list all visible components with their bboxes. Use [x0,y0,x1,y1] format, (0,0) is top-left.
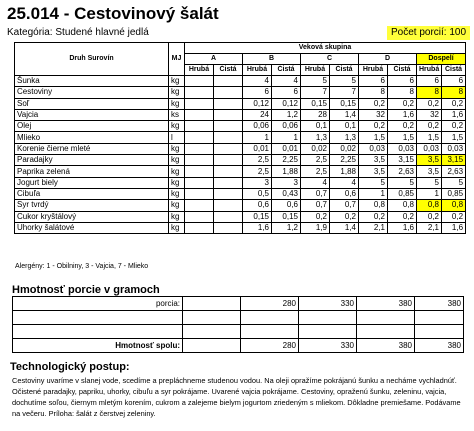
ingredient-unit: kg [169,211,185,222]
quantity-cell: 7 [301,87,330,98]
quantity-cell: 0,15 [301,98,330,109]
quantity-cell: 0,03 [442,143,466,154]
group-d-header: D [359,54,417,65]
portion-weight-table [12,296,464,353]
quantity-cell: 0,2 [359,98,388,109]
recipe-title: 25.014 - Cestovinový šalát [7,4,219,23]
quantity-cell [214,98,243,109]
ingredient-row [15,76,466,87]
ingredient-row [15,87,466,98]
empty-row [13,325,464,339]
quantity-cell: 28 [301,109,330,120]
total-cell [183,339,241,353]
ingredient-unit: kg [169,98,185,109]
quantity-cell: 0,2 [417,121,442,132]
quantity-cell: 8 [417,87,442,98]
ingredient-name: Cibuľa [15,188,169,199]
quantity-cell [185,200,214,211]
quantity-cell: 3 [272,177,301,188]
quantity-cell [214,177,243,188]
quantity-cell: 3,15 [388,155,417,166]
quantity-cell: 8 [442,87,466,98]
quantity-cell: 0,2 [330,211,359,222]
ingredient-unit: kg [169,222,185,233]
quantity-cell: 0,8 [388,200,417,211]
quantity-cell: 0,15 [272,211,301,222]
ingredient-unit: kg [169,155,185,166]
quantity-cell: 0,8 [359,200,388,211]
net-header: Čistá [214,65,243,76]
quantity-cell: 1,5 [442,132,466,143]
ingredient-unit: kg [169,177,185,188]
quantity-cell: 1 [272,132,301,143]
quantity-cell: 0,12 [272,98,301,109]
quantity-cell: 0,2 [388,121,417,132]
quantity-cell: 1,4 [330,109,359,120]
quantity-cell [214,222,243,233]
quantity-cell: 6 [272,87,301,98]
ingredient-row [15,188,466,199]
ingredient-unit: kg [169,121,185,132]
portion-count-badge: Počet porcií: 100 [387,26,470,40]
quantity-cell: 3,5 [417,155,442,166]
ingredient-name: Syr tvrdý [15,200,169,211]
quantity-cell [214,200,243,211]
quantity-cell: 0,7 [301,188,330,199]
ingredient-name: Paprika zelená [15,166,169,177]
group-adults-header: Dospelí [417,54,466,65]
quantity-cell: 2,63 [388,166,417,177]
quantity-cell: 2,25 [330,155,359,166]
quantity-cell: 5 [388,177,417,188]
quantity-cell: 2,25 [272,155,301,166]
gross-header: Hrubá [243,65,272,76]
quantity-cell: 3,5 [359,166,388,177]
ingredient-unit: ks [169,109,185,120]
ingredient-row [15,132,466,143]
ingredient-header: Druh Surovín [15,43,169,76]
quantity-cell: 0,2 [388,211,417,222]
quantity-cell: 4 [243,76,272,87]
allergens-note: Alergény: 1 - Obilniny, 3 - Vajcia, 7 - Mlieko [15,263,149,270]
quantity-cell: 1,2 [272,222,301,233]
ingredient-name: Paradajky [15,155,169,166]
quantity-cell [185,222,214,233]
ingredient-name: Jogurt biely [15,177,169,188]
quantity-cell [214,155,243,166]
portion-cell: 330 [299,297,357,311]
ingredient-name: Vajcia [15,109,169,120]
quantity-cell: 4 [301,177,330,188]
quantity-cell [214,188,243,199]
quantity-cell: 2,1 [359,222,388,233]
quantity-cell: 4 [330,177,359,188]
quantity-cell [214,121,243,132]
quantity-cell: 0,2 [442,98,466,109]
quantity-cell: 0,15 [243,211,272,222]
quantity-cell: 24 [243,109,272,120]
ingredient-row [15,222,466,233]
quantity-cell: 5 [330,76,359,87]
quantity-cell [185,155,214,166]
ingredient-name: Soľ [15,98,169,109]
ingredient-row [15,155,466,166]
quantity-cell: 5 [359,177,388,188]
quantity-cell [214,109,243,120]
portion-cell: 380 [415,297,464,311]
quantity-cell: 1,6 [442,109,466,120]
quantity-cell [185,211,214,222]
quantity-cell: 5 [417,177,442,188]
quantity-cell: 6 [388,76,417,87]
quantity-cell: 0,7 [301,200,330,211]
ingredient-row [15,177,466,188]
ingredient-row [15,121,466,132]
quantity-cell: 0,8 [442,200,466,211]
ingredient-unit: kg [169,188,185,199]
unit-header: MJ [169,43,185,76]
quantity-cell: 0,03 [388,143,417,154]
quantity-cell: 0,01 [272,143,301,154]
quantity-cell: 2,5 [243,166,272,177]
quantity-cell: 0,1 [330,121,359,132]
quantity-cell: 0,8 [417,200,442,211]
quantity-cell: 0,5 [243,188,272,199]
ingredient-row [15,98,466,109]
quantity-cell: 0,85 [442,188,466,199]
portion-row [13,297,464,311]
ingredient-name: Mlieko [15,132,169,143]
quantity-cell: 1,5 [417,132,442,143]
quantity-cell: 0,2 [417,98,442,109]
ingredient-row [15,109,466,120]
quantity-cell [185,87,214,98]
gross-header: Hrubá [301,65,330,76]
group-a-header: A [185,54,243,65]
quantity-cell: 0,2 [417,211,442,222]
quantity-cell [185,132,214,143]
quantity-cell [185,188,214,199]
portion-cell: 380 [357,297,415,311]
net-header: Čistá [272,65,301,76]
quantity-cell: 0,85 [388,188,417,199]
quantity-cell: 2,1 [417,222,442,233]
quantity-cell: 0,02 [301,143,330,154]
quantity-cell: 0,1 [301,121,330,132]
quantity-cell: 1 [243,132,272,143]
quantity-cell: 1,88 [330,166,359,177]
total-label: Hmotnosť spolu: [13,339,183,353]
empty-row [13,311,464,325]
quantity-cell: 6 [442,76,466,87]
quantity-cell: 1,6 [243,222,272,233]
quantity-cell: 0,2 [301,211,330,222]
ingredient-unit: kg [169,76,185,87]
quantity-cell [185,98,214,109]
quantity-cell: 0,2 [359,211,388,222]
quantity-cell: 1,88 [272,166,301,177]
quantity-cell: 0,2 [442,121,466,132]
total-cell: 280 [241,339,299,353]
quantity-cell: 7 [330,87,359,98]
ingredient-row [15,200,466,211]
quantity-cell: 32 [359,109,388,120]
ingredients-table [14,42,466,234]
ingredient-name: Šunka [15,76,169,87]
portion-cell: 280 [241,297,299,311]
quantity-cell: 1,6 [388,109,417,120]
ingredient-name: Olej [15,121,169,132]
quantity-cell: 1,3 [301,132,330,143]
ingredient-unit: kg [169,143,185,154]
ingredient-unit: kg [169,87,185,98]
age-group-header: Veková skupina [185,43,466,54]
quantity-cell [214,87,243,98]
net-header: Čistá [388,65,417,76]
quantity-cell: 2,5 [301,155,330,166]
quantity-cell: 0,12 [243,98,272,109]
technology-title: Technologický postup: [10,361,130,373]
quantity-cell: 3,5 [359,155,388,166]
ingredients-body [15,76,466,234]
quantity-cell: 32 [417,109,442,120]
ingredient-unit: kg [169,200,185,211]
quantity-cell: 1,9 [301,222,330,233]
portion-cell [183,297,241,311]
quantity-cell [214,132,243,143]
ingredient-row [15,211,466,222]
ingredient-name: Uhorky šalátové [15,222,169,233]
quantity-cell: 6 [417,76,442,87]
quantity-cell [185,76,214,87]
quantity-cell: 0,03 [359,143,388,154]
quantity-cell: 3 [243,177,272,188]
quantity-cell [185,143,214,154]
quantity-cell [185,109,214,120]
quantity-cell: 0,2 [359,121,388,132]
quantity-cell: 0,03 [417,143,442,154]
ingredient-name: Cestoviny [15,87,169,98]
quantity-cell: 1,5 [359,132,388,143]
quantity-cell: 3,5 [417,166,442,177]
ingredient-name: Cukor kryštálový [15,211,169,222]
quantity-cell: 2,63 [442,166,466,177]
ingredient-row [15,166,466,177]
total-row [13,339,464,353]
total-cell: 380 [357,339,415,353]
portion-weight-title: Hmotnosť porcie v gramoch [12,284,160,296]
quantity-cell: 6 [243,87,272,98]
ingredient-name: Korenie čierne mleté [15,143,169,154]
ingredient-unit: kg [169,166,185,177]
portion-label: porcia: [13,297,183,311]
quantity-cell: 0,02 [330,143,359,154]
quantity-cell: 0,01 [243,143,272,154]
quantity-cell: 1,4 [330,222,359,233]
gross-header: Hrubá [359,65,388,76]
quantity-cell: 4 [272,76,301,87]
ingredient-row [15,143,466,154]
quantity-cell: 1,6 [388,222,417,233]
quantity-cell: 6 [359,76,388,87]
group-b-header: B [243,54,301,65]
quantity-cell: 0,6 [243,200,272,211]
quantity-cell: 0,15 [330,98,359,109]
quantity-cell [185,177,214,188]
quantity-cell: 1,2 [272,109,301,120]
quantity-cell: 1 [359,188,388,199]
quantity-cell [185,121,214,132]
quantity-cell: 2,5 [301,166,330,177]
total-cell: 330 [299,339,357,353]
ingredient-unit: l [169,132,185,143]
quantity-cell: 0,2 [442,211,466,222]
quantity-cell: 5 [301,76,330,87]
quantity-cell: 3,15 [442,155,466,166]
technology-text: Cestoviny uvaríme v slanej vode, scedíme a prepláchneme studenou vodou. Na oleji opražíme pokrájanú šunku a necháme vychladnúť. Očistené paradajky, papriku, uhorky, cibuľu a syr pokrájame. Uvarené vajcia pokrájame. Cestoviny, opraženú šunku, zeleninu, vajcia, dochutíme soľou, čiernym mletým korením, cukrom a zalejeme bielym jogurtom zriedeným s mliekom. Dôkladne premiešame. Podávame na večeru. Príloha: šalát z čerstvej zeleniny. [12,376,461,418]
recipe-category: Kategória: Studené hlavné jedlá [7,27,149,38]
gross-header: Hrubá [417,65,442,76]
net-header: Čistá [442,65,466,76]
total-cell: 380 [415,339,464,353]
group-c-header: C [301,54,359,65]
quantity-cell: 0,7 [330,200,359,211]
quantity-cell: 0,6 [330,188,359,199]
quantity-cell: 0,6 [272,200,301,211]
quantity-cell: 0,06 [243,121,272,132]
quantity-cell: 1,3 [330,132,359,143]
quantity-cell [214,166,243,177]
quantity-cell: 0,43 [272,188,301,199]
quantity-cell: 1,5 [388,132,417,143]
quantity-cell: 8 [359,87,388,98]
quantity-cell: 8 [388,87,417,98]
quantity-cell [214,143,243,154]
quantity-cell: 0,06 [272,121,301,132]
quantity-cell: 2,5 [243,155,272,166]
quantity-cell: 1,6 [442,222,466,233]
gross-header: Hrubá [185,65,214,76]
quantity-cell [185,166,214,177]
quantity-cell [214,76,243,87]
quantity-cell: 5 [442,177,466,188]
net-header: Čistá [330,65,359,76]
quantity-cell: 1 [417,188,442,199]
quantity-cell: 0,2 [388,98,417,109]
quantity-cell [214,211,243,222]
